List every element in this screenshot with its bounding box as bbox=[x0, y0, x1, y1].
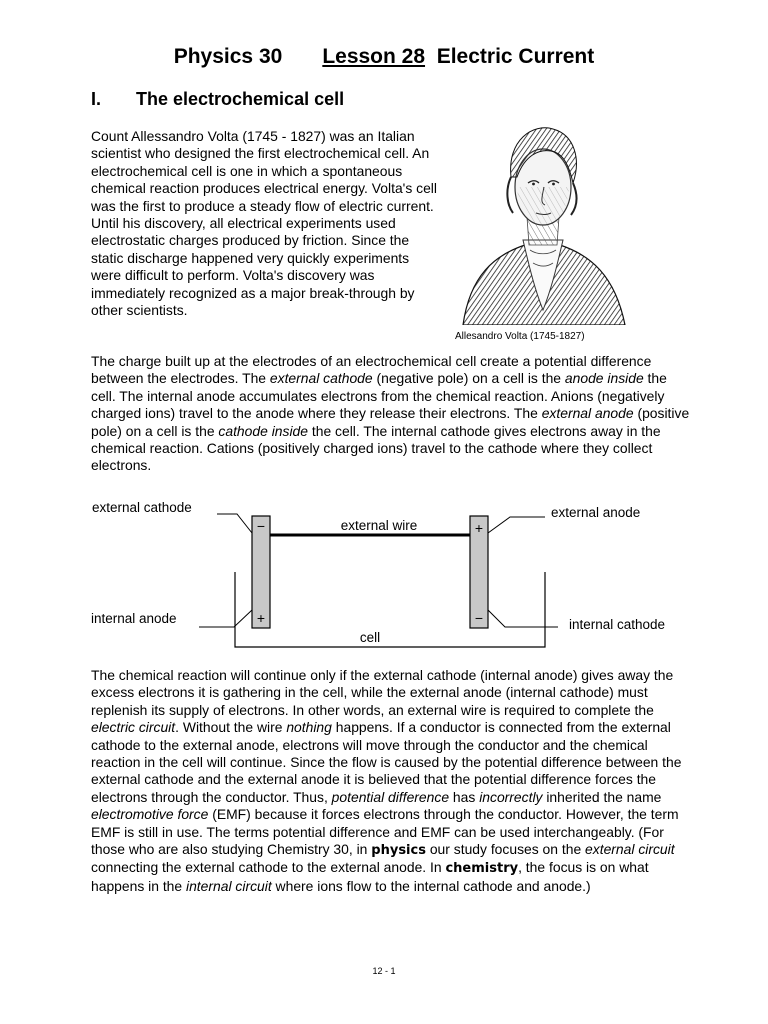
term-electric-circuit: electric circuit bbox=[91, 719, 176, 736]
page-title bbox=[0, 45, 768, 69]
page-number: 12 - 1 bbox=[372, 966, 396, 976]
leader-internal-anode bbox=[199, 610, 252, 627]
label-internal-cathode: internal cathode bbox=[569, 617, 666, 632]
label-external-wire: external wire bbox=[340, 518, 418, 533]
term-potential-difference: potential difference bbox=[331, 788, 450, 805]
term-cathode-inside: cathode inside bbox=[218, 422, 308, 439]
section-number: I. bbox=[91, 89, 102, 109]
electrodes-paragraph bbox=[91, 353, 691, 475]
text-span: has bbox=[449, 788, 480, 805]
volta-portrait bbox=[455, 105, 630, 325]
leader-internal-cathode bbox=[488, 610, 558, 627]
course-name: Physics 30 bbox=[173, 45, 283, 68]
term-electromotive-force: electromotive force bbox=[91, 806, 209, 823]
term-physics: physics bbox=[371, 843, 426, 859]
text-span: (EMF) because it forces electrons through the conductor. However, the term EMF is still in use. The terms potential difference and EMF can be used interchangeably. (For those who are also studying Chemistry 30, in bbox=[91, 806, 679, 858]
text-span: . Without the wire bbox=[175, 719, 287, 736]
label-cell: cell bbox=[359, 630, 381, 645]
text-span: connecting the external cathode to the external anode. In bbox=[91, 859, 446, 876]
label-external-cathode: external cathode bbox=[92, 500, 192, 515]
leader-external-cathode bbox=[217, 514, 252, 533]
right-top-sign: + bbox=[474, 520, 484, 536]
right-bottom-sign: − bbox=[474, 610, 484, 626]
lesson-topic: Electric Current bbox=[436, 45, 595, 68]
section-heading bbox=[91, 89, 344, 110]
term-external-cathode: external cathode bbox=[269, 370, 373, 387]
portrait-caption: Allesandro Volta (1745-1827) bbox=[455, 331, 585, 342]
text-span: where ions flow to the internal cathode and anode.) bbox=[271, 877, 591, 894]
cell-diagram bbox=[85, 495, 695, 665]
lesson-number: Lesson 28 bbox=[322, 45, 426, 68]
text-span: happens. If a conductor is connected from the external cathode to the external anode, electrons will move through the conductor and the chemical reaction in the cell will continue. Since the flow is caused by the potential difference between the external cathode and the external anode it is believed that the potential difference forces the electrons through the conductor. Thus, bbox=[91, 719, 682, 805]
label-external-anode: external anode bbox=[551, 505, 641, 520]
left-bottom-sign: + bbox=[256, 610, 266, 626]
text-span: The chemical reaction will continue only if the external cathode (internal anode) gives away the excess electrons it is gathering in the cell, while the external anode (internal cathode) must replenish its supply of electrons. In other words, an external wire is required to complete the bbox=[91, 667, 674, 718]
text-span: The charge built up at the electrodes of an electrochemical cell create a potential difference between the electrodes. The bbox=[91, 353, 652, 387]
term-external-anode: external anode bbox=[541, 405, 634, 422]
left-top-sign: − bbox=[256, 518, 266, 534]
text-span: (positive pole) on a cell is the bbox=[91, 405, 690, 439]
section-title: The electrochemical cell bbox=[136, 89, 345, 109]
term-incorrectly: incorrectly bbox=[479, 788, 543, 805]
term-anode-inside: anode inside bbox=[564, 370, 644, 387]
text-span: inherited the name bbox=[542, 788, 662, 805]
intro-paragraph: Count Allessandro Volta (1745 - 1827) was an Italian scientist who designed the first electrochemical cell. An electrochemical cell is one in which a spontaneous chemical reaction produces electrical energy. Volta's cell was the first to produce a steady flow of electric current. Until his discovery, all electrical experiments used electrostatic charges produced by friction. Since the static discharge happened very quickly experiments were difficult to perform. Volta's discovery was immediately recognized as a major break-through by other scientists. bbox=[91, 128, 437, 319]
term-external-circuit: external circuit bbox=[585, 841, 675, 858]
leader-external-anode bbox=[488, 517, 545, 533]
text-span: , the focus is on what happens in the bbox=[91, 859, 649, 894]
term-chemistry: chemistry bbox=[445, 861, 519, 877]
term-nothing: nothing bbox=[286, 719, 332, 736]
text-span: (negative pole) on a cell is the bbox=[372, 370, 565, 387]
text-span: the cell. The internal cathode gives electrons away in the chemical reaction. Cations (positively charged ions) travel to the cathode where they collect electrons. bbox=[91, 422, 661, 474]
cell-container bbox=[235, 572, 545, 647]
circuit-paragraph bbox=[91, 667, 691, 895]
text-span: our study focuses on the bbox=[425, 841, 586, 858]
label-internal-anode: internal anode bbox=[91, 611, 177, 626]
text-span: the cell. The internal anode accumulates electrons from the chemical reaction. Anions (negatively charged ions) travel to the anode where they release their electrons. The bbox=[91, 370, 667, 422]
term-internal-circuit: internal circuit bbox=[186, 877, 272, 894]
